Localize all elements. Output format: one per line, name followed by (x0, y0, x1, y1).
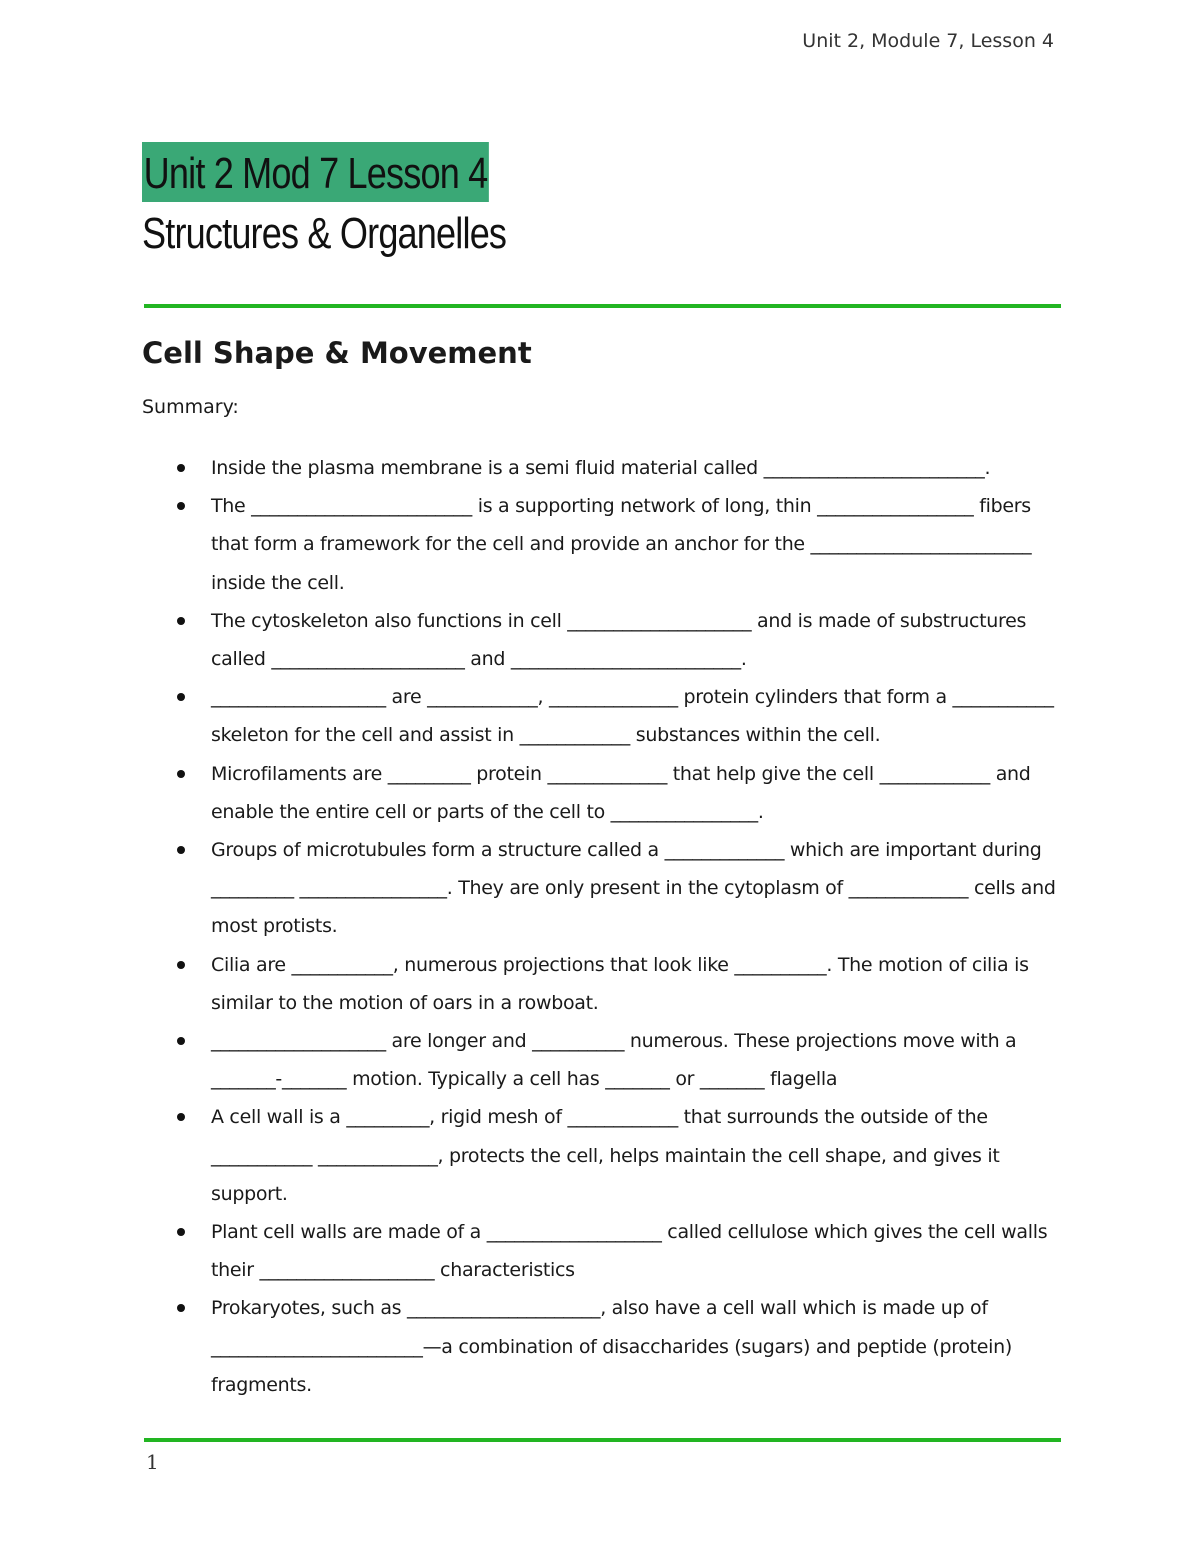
running-header: Unit 2, Module 7, Lesson 4 (802, 30, 1054, 52)
list-item-text: Plant cell walls are made of a ___________________ called cellulose which gives the cell walls their ___________________ characteristics (211, 1221, 1048, 1282)
bullet-icon (177, 1037, 185, 1045)
section-heading: Cell Shape & Movement (142, 336, 532, 370)
list-item (211, 1098, 1071, 1213)
bullet-icon (177, 961, 185, 969)
summary-label: Summary: (142, 396, 239, 418)
bullet-icon (177, 464, 185, 472)
list-item (211, 449, 1071, 487)
list-item (211, 1022, 1071, 1098)
bullet-icon (177, 1304, 185, 1312)
list-item-text: Inside the plasma membrane is a semi fluid material called ________________________. (211, 457, 991, 479)
list-item (211, 946, 1071, 1022)
bullet-icon (177, 1228, 185, 1236)
summary-list (211, 449, 1071, 1404)
list-item-text: Cilia are ___________, numerous projections that look like __________. The motion of cilia is similar to the motion of oars in a rowboat. (211, 953, 1029, 1014)
list-item-text: Microfilaments are _________ protein _____________ that help give the cell ____________ and enable the entire cell or parts of the cell to ________________. (211, 762, 1031, 823)
list-item-text: The cytoskeleton also functions in cell ____________________ and is made of substructures called _____________________ and _________________________. (211, 609, 1027, 671)
list-item-text: A cell wall is a _________, rigid mesh of ____________ that surrounds the outside of the ___________ _____________, protects the cell, helps maintain the cell shape, and gives it support. (211, 1106, 1000, 1205)
list-item-text: ___________________ are ____________, ______________ protein cylinders that form a ___________ skeleton for the cell and assist in ____________ substances within the cell. (211, 686, 1054, 747)
list-item (211, 755, 1071, 831)
page-number: 1 (146, 1450, 159, 1474)
list-item (211, 602, 1071, 678)
list-item-text: Groups of microtubules form a structure called a _____________ which are important during _________ ________________. They are only present in the cytoplasm of _____________ cells and most protists. (211, 839, 1056, 938)
title-block (142, 142, 586, 264)
top-divider (144, 304, 1061, 308)
bullet-icon (177, 846, 185, 854)
list-item (211, 831, 1071, 946)
list-item (211, 1213, 1071, 1289)
document-subtitle: Structures & Organelles (142, 209, 507, 258)
list-item (211, 678, 1071, 754)
list-item-text: Prokaryotes, such as _____________________, also have a cell wall which is made up of _______________________—a combination of disaccharides (sugars) and peptide (protein) fragments. (211, 1297, 1013, 1396)
document-title: Unit 2 Mod 7 Lesson 4 (142, 142, 489, 202)
bullet-icon (177, 693, 185, 701)
bottom-divider (144, 1438, 1061, 1442)
bullet-icon (177, 502, 185, 510)
list-item-text: ___________________ are longer and __________ numerous. These projections move with a _______-_______ motion. Typically a cell has _______ or _______ flagella (211, 1030, 1017, 1091)
list-item-text: The ________________________ is a supporting network of long, thin _________________ fibers that form a framework for the cell and provide an anchor for the ________________________ inside the cell. (211, 495, 1032, 594)
bullet-icon (177, 770, 185, 778)
list-item (211, 487, 1071, 602)
bullet-icon (177, 1113, 185, 1121)
list-item (211, 1289, 1071, 1404)
bullet-icon (177, 617, 185, 625)
